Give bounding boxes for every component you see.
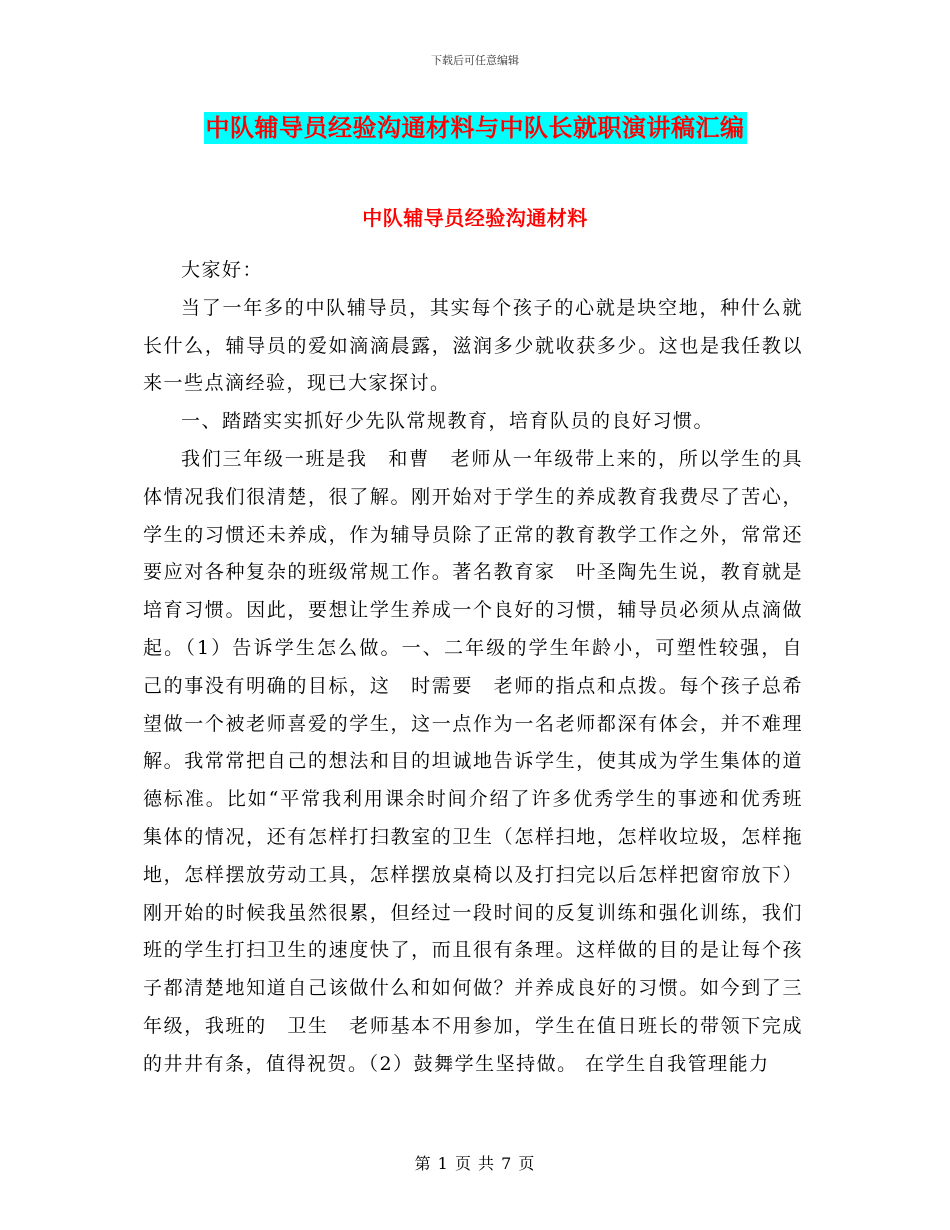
paragraph-intro: 当了一年多的中队辅导员，其实每个孩子的心就是块空地，种什么就长什么，辅导员的爱如滴滴晨露，滋润多少就收获多少。这也是我任教以来一些点滴经验，现已大家探讨。: [143, 296, 803, 395]
main-title-container: [0, 112, 950, 144]
document-body: [143, 252, 803, 1084]
page-header-note: 下载后可任意编辑: [431, 54, 519, 67]
section-title: 中队辅导员经验沟通材料: [362, 206, 588, 230]
paragraph-heading-one: 一、踏踏实实抓好少先队常规教育，培育队员的良好习惯。: [181, 410, 715, 433]
document-main-title: 中队辅导员经验沟通材料与中队长就职演讲稿汇编: [205, 114, 745, 142]
page-number-footer: 第 1 页 共 7 页: [414, 1154, 536, 1173]
paragraph-greeting: 大家好：: [181, 259, 264, 281]
paragraph-body: 我们三年级一班是我 和曹 老师从一年级带上来的，所以学生的具体情况我们很清楚，很了解。刚开始对于学生的养成教育我费尽了苦心，学生的习惯还未养成，作为辅导员除了正常的教育教学工作之外，常常还要应对各种复杂的班级常规工作。著名教育家 叶圣陶先生说，教育就是培育习惯。因此，要想让学生养成一个良好的习惯，辅导员必须从点滴做起。（1）告诉学生怎么做。一、二年级的学生年龄小，可塑性较强，自己的事没有明确的目标，这 时需要 老师的指点和点拨。每个孩子总希望做一个被老师喜爱的学生，这一点作为一名老师都深有体会，并不难理解。我常常把自己的想法和目的坦诚地告诉学生，使其成为学生集体的道德标准。比如“平常我利用课余时间介绍了许多优秀学生的事迹和优秀班集体的情况，还有怎样打扫教室的卫生（怎样扫地，怎样收垃圾，怎样拖地，怎样摆放劳动工具，怎样摆放桌椅以及打扫完以后怎样把窗帘放下）刚开始的时候我虽然很累，但经过一段时间的反复训练和强化训练，我们班的学生打扫卫生的速度快了，而且很有条理。这样做的目的是让每个孩子都清楚地知道自己该做什么和如何做？并养成良好的习惯。如今到了三年级，我班的 卫生 老师基本不用参加，学生在值日班长的带领下完成的井井有条，值得祝贺。（2）鼓舞学生坚持做。 在学生自我管理能力: [143, 447, 803, 1075]
